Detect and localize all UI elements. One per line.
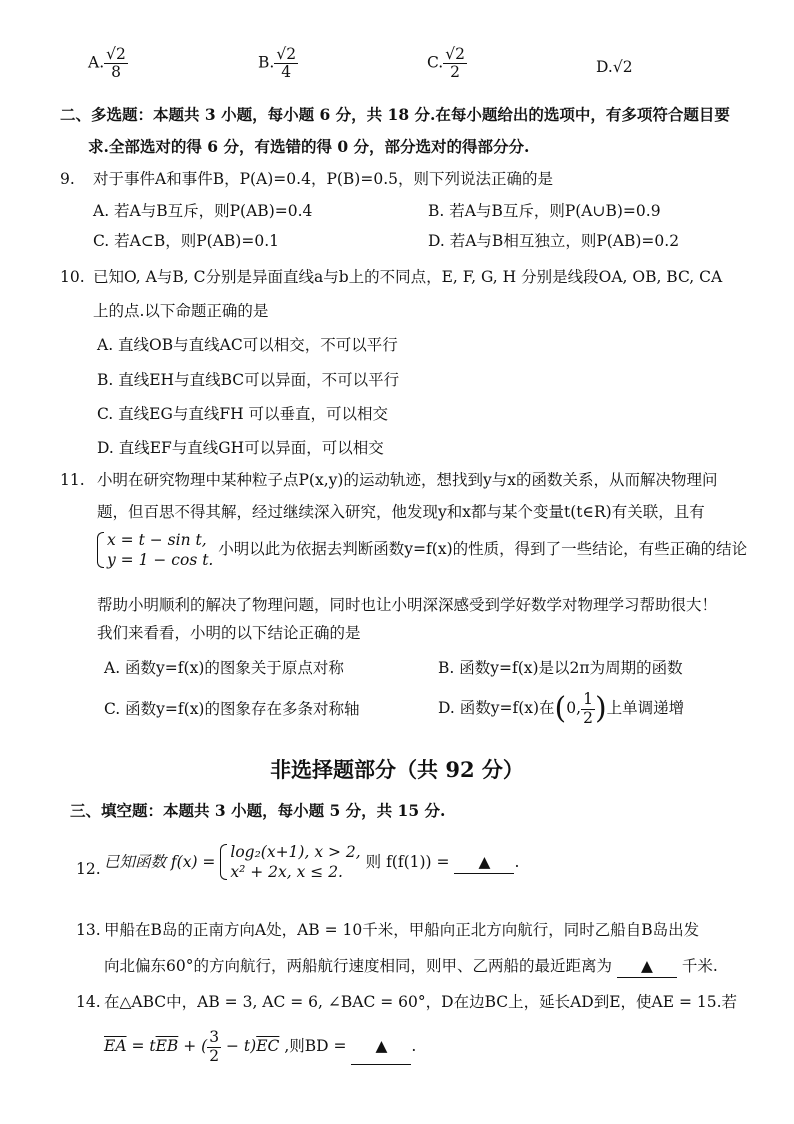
q11-line1: 小明在研究物理中某种粒子点P(x,y)的运动轨迹，想找到y与x的函数关系，从而解决物理问 (97, 471, 718, 489)
q11-line2: 题，但百思不得其解，经过继续深入研究，他发现y和x都与某个变量t(t∈R)有关联，且有 (97, 503, 705, 521)
q11-option-d (438, 690, 684, 727)
fraction-numerator: √2 (106, 45, 126, 63)
q10-option-c: C. 直线EG与直线FH 可以垂直，可以相交 (97, 405, 389, 423)
q14-suffix: ,则BD = (279, 1037, 347, 1055)
option-label: A. (88, 53, 105, 72)
q14-line2: $\overline{EA} = t\overline{EB}$ + ( $\frac{3}{2}$ − $t)\overline{EC}$ ,则BD = ▲ . (104, 1028, 417, 1065)
option-label: C. (427, 53, 444, 72)
q11-line5: 我们来看看，小明的以下结论正确的是 (97, 624, 361, 642)
q11-line3: 小明以此为依据去判断函数y=f(x)的性质，得到了一些结论，有些正确的结论 (218, 540, 748, 558)
fraction (207, 1029, 221, 1064)
q11-number: 11. (60, 471, 85, 489)
equation-system (97, 530, 213, 570)
q11-option-c: C. 函数y=f(x)的图象存在多条对称轴 (104, 700, 360, 718)
q13-line2-text: 向北偏东60°的方向航行，两船航行速度相同，则甲、乙两船的最近距离为 (104, 957, 612, 975)
q10-option-d: D. 直线EF与直线GH可以异面，可以相交 (97, 439, 384, 457)
fraction (104, 46, 128, 81)
section3-title: 三、填空题：本题共 3 小题，每小题 5 分，共 15 分. (70, 801, 446, 820)
close-paren: ) (594, 691, 607, 726)
piecewise-function (220, 842, 360, 882)
q13-unit: 千米. (681, 957, 718, 975)
q10-option-b: B. 直线EH与直线BC可以异面，不可以平行 (97, 371, 400, 389)
fraction (443, 46, 467, 81)
q11-system-line (97, 530, 747, 570)
section2-title-line2: 求.全部选对的得 6 分，有选错的得 0 分，部分选对的得部分分. (88, 137, 530, 156)
vector-eb: $\overline{EB}$ (155, 1037, 179, 1055)
q8-option-b (258, 46, 298, 81)
q10-stem-line2: 上的点.以下命题正确的是 (93, 302, 269, 320)
q8-option-c (427, 46, 467, 81)
open-paren: ( (554, 691, 567, 726)
fraction-numerator: √2 (276, 45, 297, 63)
q14-line1: 在△ABC中，AB = 3, AC = 6, ∠BAC = 60°，D在边BC上，延长AD到E，使AE = 15.若 (104, 993, 738, 1011)
option-d-suffix: 上单调递增 (606, 699, 685, 717)
q11-option-b: B. 函数y=f(x)是以2π为周期的函数 (438, 659, 683, 677)
eq-part: − t) (221, 1037, 257, 1055)
equation-x: x = t − sin t, (107, 531, 207, 549)
q8-option-a (88, 46, 128, 81)
q12-number: 12. (76, 860, 101, 878)
answer-blank: ▲ (351, 1028, 411, 1065)
q9-number: 9. (60, 170, 75, 188)
q12-prefix: 已知函数 f(x) = (104, 853, 216, 871)
q10-option-a: A. 直线OB与直线AC可以相交，不可以平行 (97, 336, 398, 354)
q9-option-c: C. 若A⊂B，则P(AB)=0.1 (93, 232, 279, 250)
vector-ec: $\overline{EC}$ (256, 1037, 280, 1055)
q9-option-a: A. 若A与B互斥，则P(AB)=0.4 (93, 202, 313, 220)
q8-option-d (596, 58, 633, 76)
q11-line4: 帮助小明顺利的解决了物理问题，同时也让小明深深感受到学好数学对物理学习帮助很大！ (97, 596, 718, 614)
q13-line1: 甲船在B岛的正南方向A处，AB = 10千米，甲船向正北方向航行，同时乙船自B岛出发 (104, 921, 700, 939)
option-label: D. (596, 58, 613, 76)
vector-ea: $\overline{EA}$ (104, 1037, 127, 1055)
q12-middle: 则 f(f(1)) = (365, 853, 450, 871)
interval-left: 0, (566, 699, 582, 717)
q10-stem-line1: 已知O, A与B, C分别是异面直线a与b上的不同点，E, F, G, H 分别是线段OA, OB, BC, CA (93, 268, 723, 286)
q10-number: 10. (60, 268, 85, 286)
fraction-numerator: 1 (583, 690, 593, 709)
q9-option-d: D. 若A与B相互独立，则P(AB)=0.2 (428, 232, 680, 250)
fraction-denominator: 2 (583, 708, 593, 727)
fraction-denominator: 2 (209, 1046, 220, 1065)
fraction-denominator: 4 (281, 63, 292, 82)
q14-number: 14. (76, 993, 101, 1011)
fraction (274, 46, 298, 81)
section2-title-line1: 二、多选题：本题共 3 小题，每小题 6 分，共 18 分.在每小题给出的选项中，有多项符合题目要 (60, 105, 730, 124)
q12-body: 已知函数 f(x) = log₂(x+1), x > 2, x² + 2x, x ≤ 2. 则 f(f(1)) = ▲ . (104, 843, 520, 881)
fraction-denominator: 8 (111, 63, 121, 82)
fraction-denominator: 2 (450, 63, 461, 82)
fraction-numerator: 3 (209, 1028, 220, 1047)
part2-title: 非选择题部分（共 92 分） (270, 757, 524, 782)
q9-stem: 对于事件A和事件B，P(A)=0.4，P(B)=0.5，则下列说法正确的是 (93, 170, 553, 188)
option-label: B. (258, 53, 275, 72)
equation-y: y = 1 − cos t. (107, 551, 214, 569)
eq-part: + ( (178, 1037, 208, 1055)
q13-line2 (104, 955, 718, 978)
case-1: log₂(x+1), x > 2, (230, 843, 361, 861)
answer-blank: ▲ (454, 851, 514, 874)
answer-blank: ▲ (617, 955, 677, 978)
q13-number: 13. (76, 921, 101, 939)
option-d-prefix: D. 函数y=f(x)在 (438, 699, 555, 717)
q9-option-b: B. 若A与B互斥，则P(A∪B)=0.9 (428, 202, 661, 220)
fraction (581, 691, 595, 726)
q11-option-a: A. 函数y=f(x)的图象关于原点对称 (104, 659, 344, 677)
fraction-numerator: √2 (445, 45, 465, 63)
case-2: x² + 2x, x ≤ 2. (230, 863, 343, 881)
eq-part: = t (126, 1037, 156, 1055)
option-value: √2 (612, 58, 633, 76)
